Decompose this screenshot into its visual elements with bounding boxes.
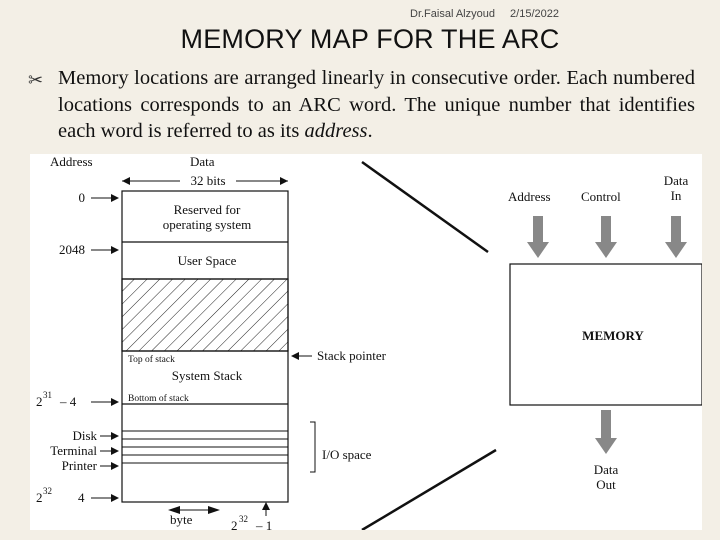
connector-line-lower [362, 450, 496, 530]
slide-header [410, 8, 571, 20]
address-header: Address [50, 154, 93, 169]
memory-map-figure [30, 154, 702, 530]
top-of-stack-label: Top of stack [128, 355, 175, 365]
author-label: Dr.Faisal Alzyoud [410, 8, 495, 20]
reserved-line2: operating system [162, 217, 252, 232]
disk-label: Disk [72, 428, 97, 443]
mem-control-label: Control [581, 189, 621, 204]
io-space-bracket [310, 422, 315, 472]
addr-231-exp: 31 [43, 390, 52, 400]
data-in-arrow [665, 216, 687, 258]
addr-231-suffix: – 4 [60, 394, 77, 409]
addr-2048-label: 2048 [59, 242, 85, 257]
printer-label: Printer [61, 458, 97, 473]
stack-pointer-label: Stack pointer [317, 348, 386, 363]
bottom-addr-exp: 32 [239, 514, 248, 524]
width-arrow-left [122, 177, 130, 185]
date-label: 2/15/2022 [510, 8, 559, 20]
memory-map-diagram [30, 154, 702, 530]
width-label: 32 bits [190, 173, 226, 188]
reserved-line1: Reserved for [173, 202, 241, 217]
mem-data-out-label2: Out [596, 477, 616, 492]
mem-data-in-label2: In [670, 188, 682, 203]
addr-232-base: 2 [36, 490, 43, 505]
bottom-addr-suffix: – 1 [256, 518, 273, 530]
io-space-label: I/O space [322, 447, 372, 462]
system-stack-label: System Stack [171, 368, 243, 383]
addr-232-exp: 32 [43, 486, 52, 496]
data-out-arrow [595, 410, 617, 454]
byte-label: byte [170, 512, 193, 527]
free-space-hatch [122, 279, 288, 351]
addr-0-label: 0 [78, 190, 85, 205]
mem-address-label: Address [508, 189, 551, 204]
connector-line-upper [362, 162, 488, 252]
width-arrow-right [280, 177, 288, 185]
data-header: Data [190, 154, 215, 169]
bullet-text-emphasis: address [304, 120, 368, 142]
bullet-text [58, 65, 695, 145]
slide-title: MEMORY MAP FOR THE ARC [180, 24, 560, 54]
bottom-of-stack-label: Bottom of stack [128, 394, 189, 404]
scissors-icon: ✂ [28, 70, 44, 90]
mem-data-in-label1: Data [663, 173, 689, 188]
bullet-text-end: . [367, 120, 373, 142]
control-input-arrow [595, 216, 617, 258]
bullet-text-main: Memory locations are arranged linearly in consecutive order. Each numbered locations corresponds to an ARC word. The unique number that identifies each word is referred to as its [58, 67, 695, 142]
addr-231-base: 2 [36, 394, 43, 409]
user-space-label: User Space [177, 253, 237, 268]
addr-232-suffix: 4 [78, 490, 85, 505]
memory-block-label: MEMORY [582, 328, 644, 343]
terminal-label: Terminal [50, 443, 97, 458]
bottom-addr-base: 2 [231, 518, 238, 530]
address-input-arrow [527, 216, 549, 258]
mem-data-out-label1: Data [593, 462, 619, 477]
